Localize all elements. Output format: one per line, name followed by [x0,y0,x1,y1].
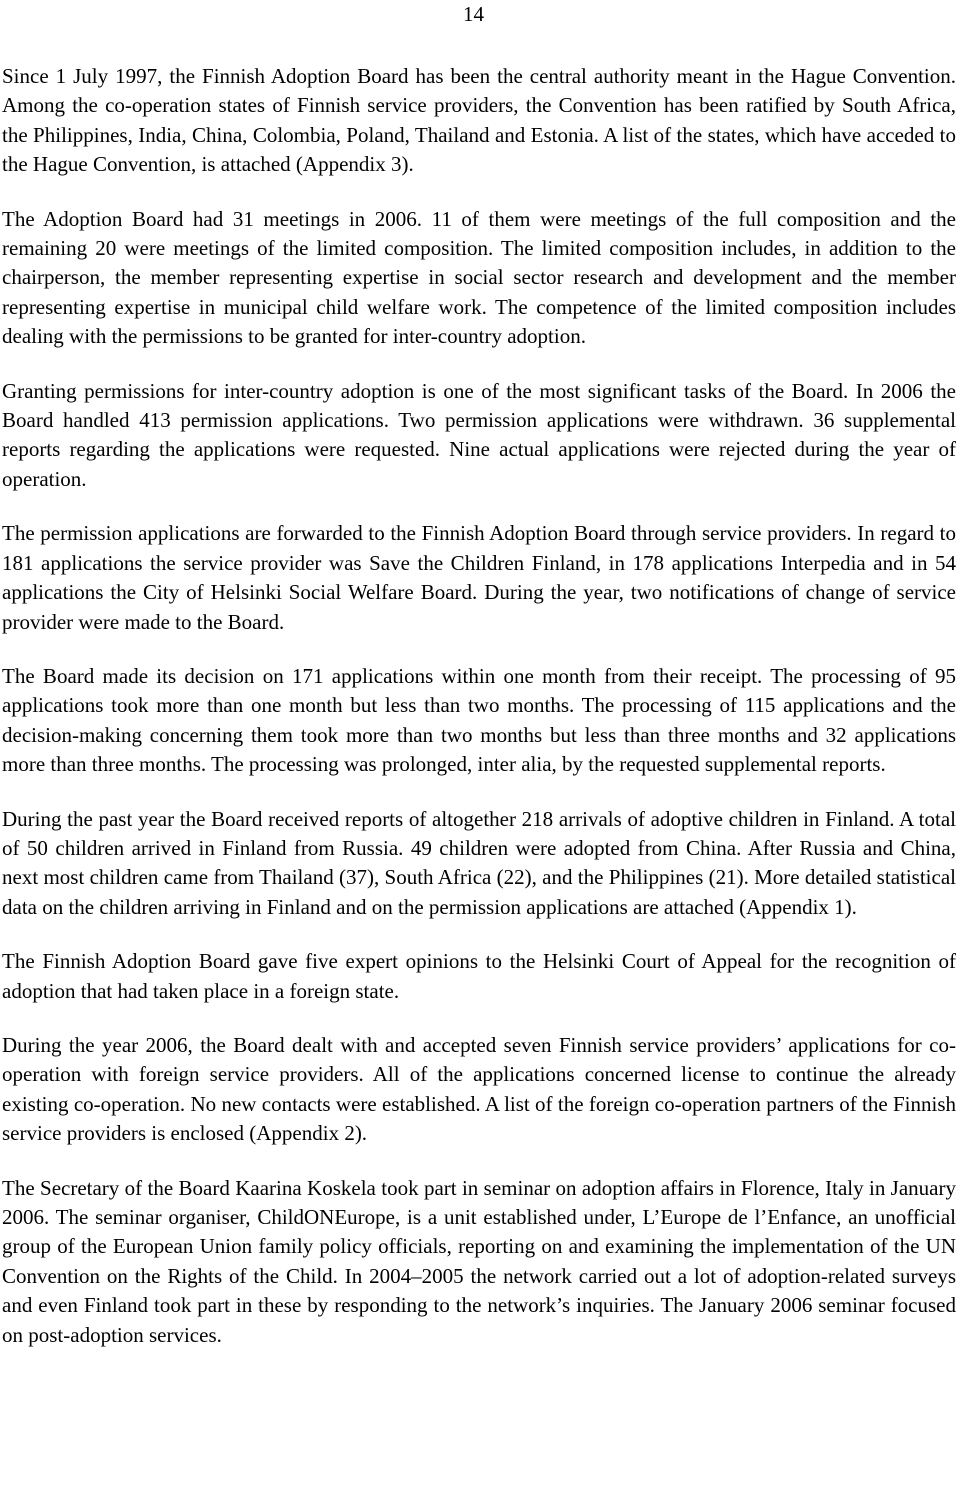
paragraph-hague-convention: Since 1 July 1997, the Finnish Adoption Board has been the central authority meant in the Hague Convention. Among the co-operation states of Finnish service providers, the Convention has been ratified by South Africa, the Philippines, India, China, Colombia, Poland, Thailand and Estonia. A list of the states, which have acceded to the Hague Convention, is attached (Appendix 3). [2,64,956,177]
paragraph-board-meetings: The Adoption Board had 31 meetings in 2006. 11 of them were meetings of the full composition and the remaining 20 were meetings of the limited composition. The limited composition includes, in addition to the chairperson, the member representing expertise in social sector research and development and the member representing expertise in municipal child welfare work. The competence of the limited composition includes dealing with the permissions to be granted for inter-country adoption. [2,206,956,349]
paragraph-expert-opinions: The Finnish Adoption Board gave five expert opinions to the Helsinki Court of Appeal for the recognition of adoption that had taken place in a foreign state. [2,949,956,1003]
paragraph-child-arrivals: During the past year the Board received reports of altogether 218 arrivals of adoptive children in Finland. A total of 50 children arrived in Finland from Russia. 49 children were adopted from China. After Russia and China, next most children came from Thailand (37), South Africa (22), and the Philippines (21). More detailed statistical data on the children arriving in Finland and on the permission applications are attached (Appendix 1). [2,806,956,919]
paragraph-cooperation-applications: During the year 2006, the Board dealt with and accepted seven Finnish service providers’ applications for co-operation with foreign service providers. All of the applications concerned license to continue the already existing co-operation. No new contacts were established. A list of the foreign co-operation partners of the Finnish service providers is enclosed (Appendix 2). [2,1032,956,1146]
paragraph-seminar: The Secretary of the Board Kaarina Koskela took part in seminar on adoption affairs in Florence, Italy in January 2006. The seminar organiser, ChildONEurope, is a unit established under, L’Europe de l’Enfance, an unofficial group of the European Union family policy officials, reporting on and examining the implementation of the UN Convention on the Rights of the Child. In 2004–2005 the network carried out a lot of adoption-related surveys and even Finland took part in these by responding to the network’s inquiries. The January 2006 seminar focused on post-adoption services. [2,1175,956,1347]
paragraph-granting-permissions: Granting permissions for inter-country adoption is one of the most significant tasks of the Board. In 2006 the Board handled 413 permission applications. Two permission applications were withdrawn. 36 supplemental reports regarding the applications were requested. Nine actual applications were rejected during the year of operation. [2,378,956,491]
body-text [2,62,956,1375]
page-number: 14 [463,2,484,26]
paragraph-service-providers: The permission applications are forwarded to the Finnish Adoption Board through service providers. In regard to 181 applications the service provider was Save the Children Finland, in 178 applications Interpedia and in 54 applications the City of Helsinki Social Welfare Board. During the year, two notifications of change of service provider were made to the Board. [2,521,956,634]
paragraph-processing-times: The Board made its decision on 171 applications within one month from their receipt. The processing of 95 applications took more than one month but less than two months. The processing of 115 applications and the decision-making concerning them took more than two months but less than three months and 32 applications more than three months. The processing was prolonged, inter alia, by the requested supplemental reports. [2,663,956,777]
